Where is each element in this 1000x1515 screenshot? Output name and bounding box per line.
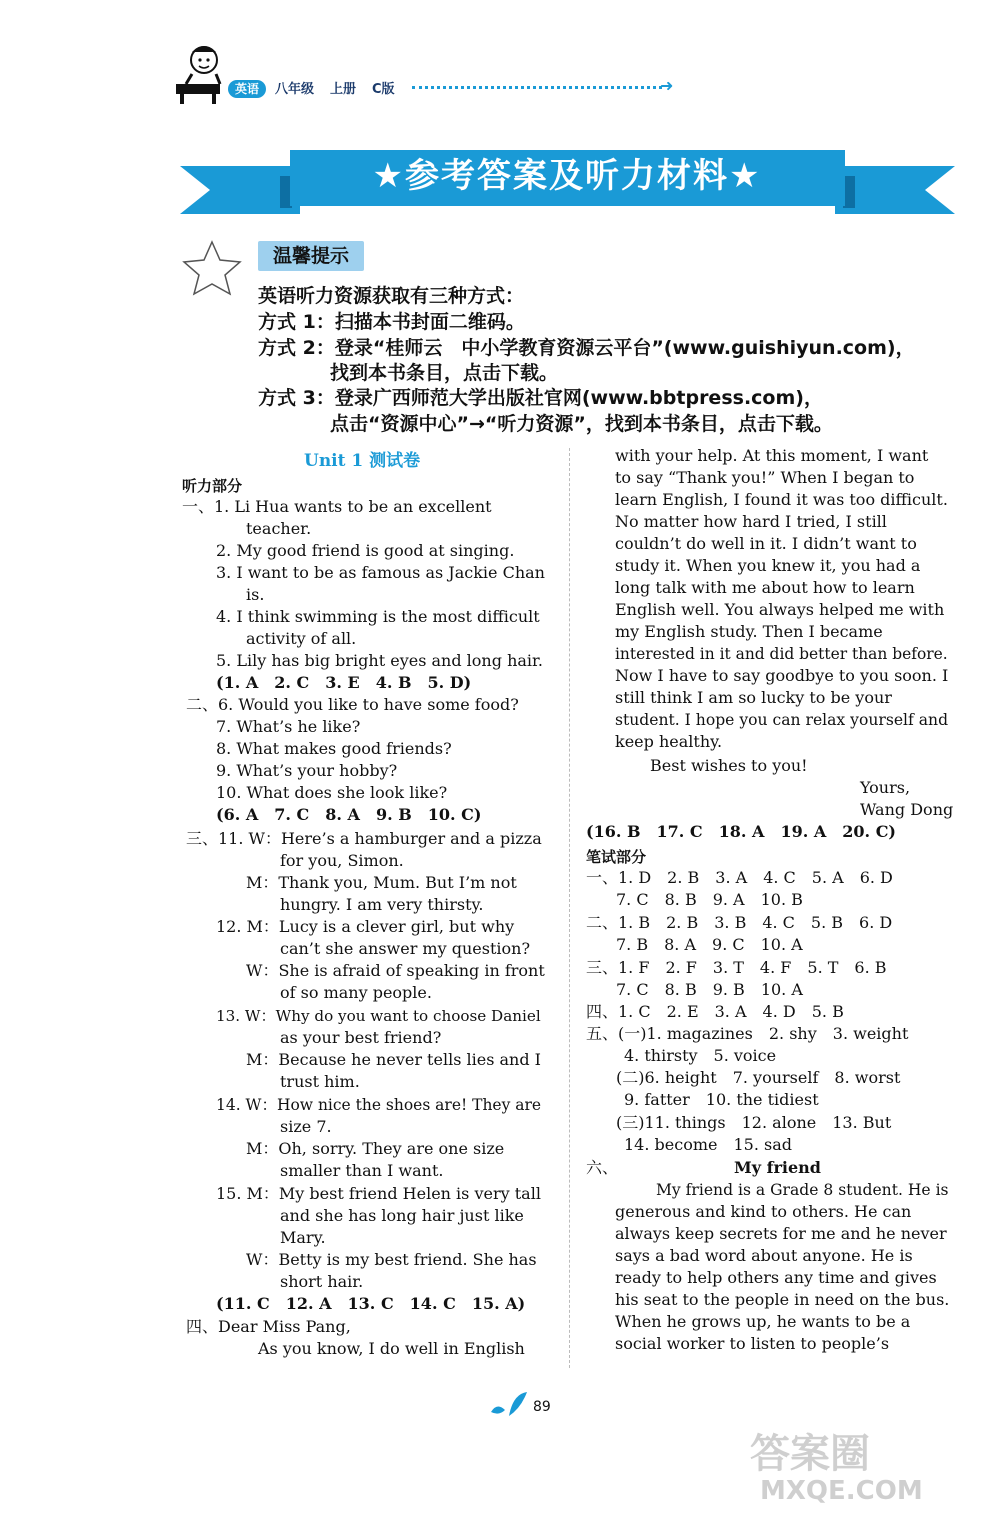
answer-line: study it. When you knew it, you had a bbox=[615, 556, 921, 575]
answer-line: 9. What’s your hobby? bbox=[216, 761, 398, 780]
answer-line: 听力部分 bbox=[182, 477, 243, 495]
answer-line: (二)6. height 7. yourself 8. worst bbox=[616, 1068, 901, 1087]
svg-text:MXQE.COM: MXQE.COM bbox=[760, 1476, 923, 1505]
answer-line: 12. M：Lucy is a clever girl, but why bbox=[216, 917, 515, 936]
page-number: 89 bbox=[533, 1399, 551, 1415]
answer-line: long talk with me about how to learn bbox=[615, 578, 915, 597]
tips-title: 温馨提示 bbox=[258, 241, 364, 271]
answer-line: 一、1. Li Hua wants to be an excellent bbox=[182, 497, 492, 516]
star-outline-icon bbox=[180, 238, 244, 298]
answer-line: trust him. bbox=[280, 1072, 360, 1091]
answer-line: teacher. bbox=[246, 519, 312, 538]
volume-label: 上册 bbox=[330, 82, 357, 97]
header-dotted-line bbox=[412, 86, 662, 89]
tips-line: 方式 2：登录“桂师云 中小学教育资源云平台”(www.guishiyun.com)， bbox=[258, 337, 915, 359]
answer-line: 4. I think swimming is the most difficult bbox=[216, 607, 540, 626]
answer-line: to say “Thank you!” When I began to bbox=[615, 468, 915, 487]
answer-line: and she has long hair just like bbox=[280, 1206, 524, 1225]
answer-line: as your best friend? bbox=[280, 1028, 442, 1047]
answer-line: 六、 bbox=[586, 1158, 619, 1177]
answer-line: size 7. bbox=[280, 1117, 332, 1136]
answer-line: (1. A 2. C 3. E 4. B 5. D) bbox=[216, 673, 472, 692]
tips-line: 方式 3：登录广西师范大学出版社官网(www.bbtpress.com)， bbox=[258, 387, 823, 409]
answer-line: M：Oh, sorry. They are one size bbox=[246, 1139, 505, 1158]
answer-line: 一、1. D 2. B 3. A 4. C 5. A 6. D bbox=[586, 868, 893, 887]
answer-line: 9. fatter 10. the tidiest bbox=[624, 1090, 819, 1109]
answer-line: W：She is afraid of speaking in front bbox=[246, 961, 545, 980]
answer-line: couldn’t do well in it. I didn’t want to bbox=[615, 534, 917, 553]
answer-line: keep healthy. bbox=[615, 732, 723, 751]
grade-label: 八年级 bbox=[275, 82, 315, 97]
answer-line: 14. become 15. sad bbox=[624, 1135, 793, 1154]
answer-line: (16. B 17. C 18. A 19. A 20. C) bbox=[586, 822, 896, 841]
answer-line: No matter how hard I tried, I still bbox=[615, 512, 887, 531]
tips-line: 英语听力资源获取有三种方式： bbox=[258, 285, 525, 307]
answer-line: generous and kind to others. He can bbox=[615, 1202, 912, 1221]
answer-line: 7. C 8. B 9. A 10. B bbox=[616, 890, 803, 909]
answer-line: with your help. At this moment, I want bbox=[615, 446, 929, 465]
answer-line: ready to help others any time and gives bbox=[615, 1268, 937, 1287]
answer-line: M：Thank you, Mum. But I’m not bbox=[246, 873, 517, 892]
answer-line: 4. thirsty 5. voice bbox=[624, 1046, 777, 1065]
answer-line: When he grows up, he wants to be a bbox=[615, 1312, 911, 1331]
answer-line: 三、1. F 2. F 3. T 4. F 5. T 6. B bbox=[586, 958, 887, 977]
column-divider bbox=[569, 448, 570, 1368]
answer-line: learn English, I found it was too difficult. bbox=[615, 490, 948, 509]
answer-line: My friend is a Grade 8 student. He is bbox=[656, 1181, 949, 1199]
answer-line: 四、1. C 2. E 3. A 4. D 5. B bbox=[586, 1002, 844, 1021]
answer-line: 8. What makes good friends? bbox=[216, 739, 452, 758]
page-ornament-icon bbox=[487, 1388, 531, 1420]
answer-line: interested in it and did better than before. bbox=[615, 645, 948, 663]
answer-line: hungry. I am very thirsty. bbox=[280, 895, 484, 914]
tips-line: 方式 1：扫描本书封面二维码。 bbox=[258, 311, 525, 333]
answer-line: still think I am so lucky to be your bbox=[615, 688, 892, 707]
answer-line: Now I have to say goodbye to you soon. I bbox=[615, 666, 949, 685]
answer-line: says a bad word about anyone. He is bbox=[615, 1246, 913, 1265]
answer-line: my English study. Then I became bbox=[615, 622, 883, 641]
answer-line: always keep secrets for me and he never bbox=[615, 1224, 947, 1243]
tips-line: 点击“资源中心”→“听力资源”，找到本书条目，点击下载。 bbox=[330, 413, 833, 435]
answer-line: Yours, bbox=[860, 778, 911, 797]
answer-line: 3. I want to be as famous as Jackie Chan bbox=[216, 563, 545, 582]
banner-title: ★参考答案及听力材料★ bbox=[372, 156, 762, 196]
answer-line: 四、Dear Miss Pang, bbox=[186, 1317, 351, 1336]
answer-line: 二、6. Would you like to have some food? bbox=[186, 695, 519, 714]
answer-line: 13. W：Why do you want to choose Daniel bbox=[216, 1007, 541, 1025]
answer-line: smaller than I want. bbox=[280, 1161, 444, 1180]
answer-line: 7. What’s he like? bbox=[216, 717, 361, 736]
answer-line: (11. C 12. A 13. C 14. C 15. A) bbox=[216, 1294, 526, 1313]
answer-line: 7. C 8. B 9. B 10. A bbox=[616, 980, 803, 999]
answer-line: As you know, I do well in English bbox=[258, 1339, 525, 1358]
answer-line: W：Betty is my best friend. She has bbox=[246, 1250, 537, 1269]
answer-line: M：Because he never tells lies and I bbox=[246, 1050, 541, 1069]
answer-line: 2. My good friend is good at singing. bbox=[216, 541, 515, 560]
mascot-icon bbox=[170, 40, 226, 106]
answer-line: (6. A 7. C 8. A 9. B 10. C) bbox=[216, 805, 482, 824]
answer-line: My friend bbox=[734, 1158, 821, 1177]
answer-line: Best wishes to you! bbox=[650, 756, 808, 775]
answer-line: 二、1. B 2. B 3. B 4. C 5. B 6. D bbox=[586, 913, 893, 932]
arrow-right-icon: ➜ bbox=[660, 76, 674, 95]
edition-label: C版 bbox=[372, 82, 395, 97]
answer-line: of so many people. bbox=[280, 983, 432, 1002]
tips-line: 找到本书条目，点击下载。 bbox=[330, 362, 559, 384]
unit-title: Unit 1 测试卷 bbox=[304, 451, 421, 471]
answer-line: (三)11. things 12. alone 13. But bbox=[616, 1113, 892, 1132]
answer-line: short hair. bbox=[280, 1272, 364, 1291]
svg-text:答案圈: 答案圈 bbox=[750, 1431, 870, 1477]
answer-line: 10. What does she look like? bbox=[216, 783, 448, 802]
answer-line: student. I hope you can relax yourself and bbox=[615, 711, 949, 729]
answer-line: for you, Simon. bbox=[280, 851, 404, 870]
answer-line: activity of all. bbox=[246, 629, 357, 648]
answer-line: 笔试部分 bbox=[586, 848, 647, 866]
answer-line: 三、11. W：Here’s a hamburger and a pizza bbox=[186, 829, 542, 848]
watermark-logo bbox=[740, 1425, 970, 1505]
answer-line: his seat to the people in need on the bus. bbox=[615, 1290, 950, 1309]
answer-line: 14. W：How nice the shoes are! They are bbox=[216, 1096, 542, 1114]
answer-line: 5. Lily has big bright eyes and long hair. bbox=[216, 651, 543, 670]
answer-line: social worker to listen to people’s bbox=[615, 1334, 890, 1353]
answer-line: Wang Dong bbox=[860, 800, 954, 819]
answer-line: English well. You always helped me with bbox=[615, 600, 945, 619]
answer-line: 7. B 8. A 9. C 10. A bbox=[616, 935, 803, 954]
answer-line: is. bbox=[246, 585, 265, 604]
answer-line: 15. M：My best friend Helen is very tall bbox=[216, 1184, 541, 1203]
answer-line: Mary. bbox=[280, 1228, 326, 1247]
answer-line: 五、(一)1. magazines 2. shy 3. weight bbox=[586, 1024, 909, 1043]
answer-line: can’t she answer my question? bbox=[280, 939, 531, 958]
subject-badge: 英语 bbox=[228, 80, 266, 98]
